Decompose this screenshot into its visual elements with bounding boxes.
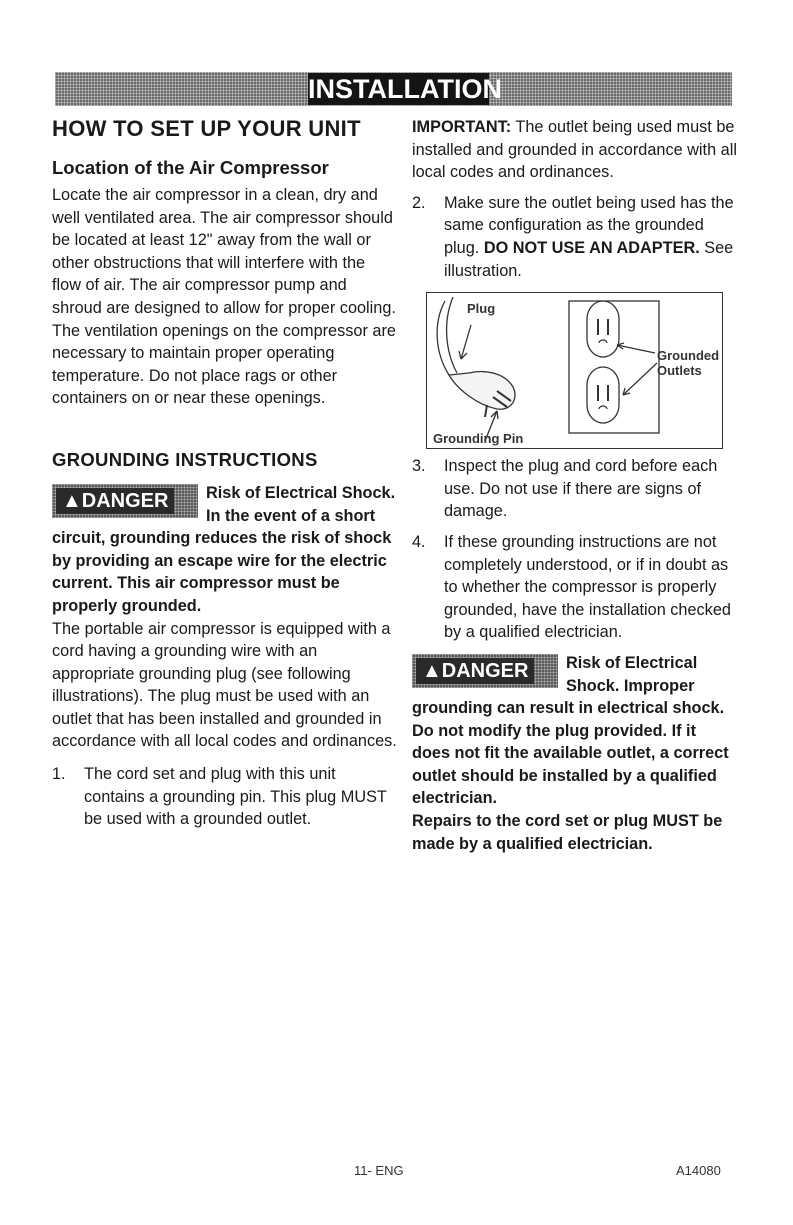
outlet-upper [587, 301, 619, 357]
location-paragraph: Locate the air compressor in a clean, dry and well ventilated area. The air compressor should be located at least 12" away from the wall or other obstructions that will interfere with the flow of air. The air compressor pump and shroud are designed to allow for proper cooling. The ventilation openings on the compressor are necessary to maintain proper operating temperature. Do not place rags or other containers on or near these openings. [52, 186, 396, 408]
important-paragraph [412, 116, 738, 184]
danger-badge-label: ▲DANGER [416, 658, 534, 684]
section-title: INSTALLATION [308, 74, 502, 104]
repairs-warning: Repairs to the cord set or plug MUST be made by a qualified electrician. [412, 812, 723, 853]
plug-body [449, 372, 515, 410]
step-text: Inspect the plug and cord before each use. Do not use if there are signs of damage. [444, 457, 718, 521]
left-column [52, 116, 398, 831]
step-list-right-continued [412, 455, 738, 644]
portable-paragraph: The portable air compressor is equipped with a cord having a grounding wire with an appropriate grounding plug (see following illustrations). The plug must be used with an outlet that has been installed and grounded in accordance with all local codes and ordinances. [52, 619, 397, 751]
page-number: 11- ENG [354, 1163, 404, 1178]
step-text: Make sure the outlet being used has the same configuration as the grounded plug. [444, 193, 734, 257]
step-list-left [52, 763, 398, 831]
list-item [412, 455, 738, 523]
step-number: 1. [52, 765, 66, 784]
outlets-label: Outlets [657, 363, 702, 379]
grounding-heading: GROUNDING INSTRUCTIONS [52, 448, 318, 470]
step-text: If these grounding instructions are not completely understood, or if in doubt as to whether the compressor is properly grounded, have the installation checked by a qualified electrician. [444, 532, 731, 642]
grounding-pin-label: Grounding Pin [433, 431, 524, 447]
list-item [52, 763, 398, 831]
outlet-pointer-lower [623, 363, 657, 395]
step-text: The cord set and plug with this unit contains a grounding pin. This plug MUST be used with a grounded outlet. [84, 765, 387, 829]
grounded-label: Grounded [657, 348, 720, 364]
step-number: 4. [412, 532, 426, 551]
list-item [412, 192, 738, 282]
step-number: 3. [412, 457, 426, 476]
page-heading: HOW TO SET UP YOUR UNIT [52, 116, 361, 141]
important-text: The outlet being used must be installed and grounded in accordance with all local codes and ordinances. [412, 118, 737, 182]
plug-outlet-illustration [426, 292, 723, 449]
modify-warning: Do not modify the plug provided. If it does not fit the available outlet, a correct outlet should be installed by a qualified electrician. [412, 721, 729, 808]
danger-text: Risk of Electrical Shock. In the event of a short circuit, grounding reduces the risk of shock by providing an escape wire for the electric current. This air compressor must be properly grounded. [52, 483, 396, 615]
plug-label: Plug [467, 301, 496, 317]
document-code: A14080 [676, 1163, 721, 1178]
location-heading: Location of the Air Compressor [52, 157, 329, 178]
step-number: 2. [412, 193, 426, 212]
danger-notice-improper-grounding [412, 652, 738, 720]
danger-badge [412, 654, 558, 688]
important-label: IMPORTANT: [412, 118, 512, 136]
danger-badge [52, 484, 198, 518]
cord-line [447, 297, 457, 373]
danger-text: Risk of Electrical Shock. Improper grounding can result in electrical shock. [412, 653, 725, 718]
danger-badge-label: ▲DANGER [56, 488, 174, 514]
grounding-pin [485, 405, 487, 417]
list-item [412, 531, 738, 644]
outlet-lower [587, 367, 619, 423]
danger-notice-shock [52, 482, 398, 618]
right-column [412, 116, 738, 855]
step-list-right [412, 192, 738, 282]
step-text-tail: See illustration. [444, 238, 734, 280]
step-text-emphasis: DO NOT USE AN ADAPTER. [483, 238, 700, 257]
